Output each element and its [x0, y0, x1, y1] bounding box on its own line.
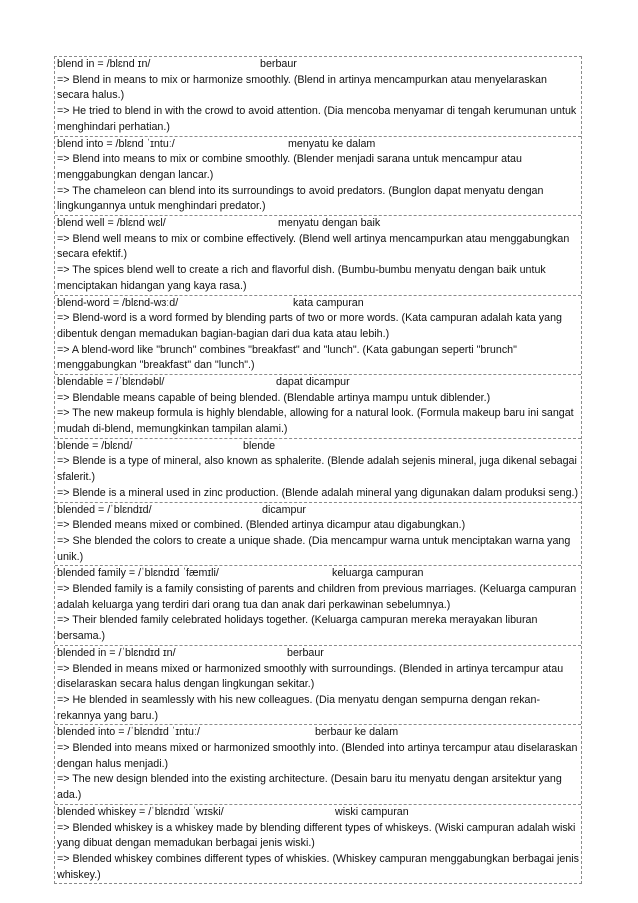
entry-heading — [57, 296, 580, 312]
entry-term: blendable = /ˈblɛndəbl/ — [57, 376, 165, 388]
entry-translation: blende — [243, 439, 276, 452]
entry-definition: => Blend into means to mix or combine smoothly. (Blender menjadi sarana untuk mencampur atau menggabungkan dengan lancar.) — [57, 153, 522, 181]
entry-definition: => Blended means mixed or combined. (Blended artinya dicampur atau digabungkan.) — [57, 519, 466, 532]
entry-heading — [57, 503, 580, 519]
entry-heading — [57, 216, 580, 232]
entry-blend-well — [55, 215, 581, 295]
entry-example: => The chameleon can blend into its surroundings to avoid predators. (Bunglon dapat menyatu dengan lingkungannya untuk menghindari predator.) — [57, 184, 544, 213]
entry-blended-family — [55, 565, 581, 645]
entry-blended-in — [55, 645, 581, 725]
entry-definition: => Blendable means capable of being blended. (Blendable artinya mampu untuk diblender.) — [57, 391, 491, 404]
entry-blend-in — [55, 57, 581, 136]
entry-heading — [57, 375, 580, 391]
entry-example: => A blend-word like "brunch" combines "breakfast" and "lunch". (Kata gabungan seperti "brunch" menggabungkan "breakfast" dan "lunch".) — [57, 343, 517, 372]
entry-example: => He tried to blend in with the crowd to avoid attention. (Dia mencoba menyamar di tengah kerumunan untuk menghindari perhatian.) — [57, 105, 577, 133]
entry-definition: => Blend in means to mix or harmonize smoothly. (Blend in artinya mencampurkan atau menyelaraskan secara halus.) — [57, 73, 547, 102]
entry-translation: wiski campuran — [335, 805, 409, 818]
entry-definition: => Blended family is a family consisting of parents and children from previous marriages. (Keluarga campuran adalah keluarga yang terdiri dari orang tua dan anak dari perkawinan sebelumnya.) — [57, 583, 577, 611]
entry-blended-whiskey — [55, 804, 581, 884]
entry-blende — [55, 438, 581, 502]
entry-blend-into — [55, 136, 581, 216]
entry-example: => Blende is a mineral used in zinc production. (Blende adalah mineral yang digunakan dalam produksi seng.) — [57, 486, 579, 499]
entry-translation: dicampur — [262, 503, 306, 516]
entry-example: => Their blended family celebrated holidays together. (Keluarga campuran mereka merayakan liburan bersama.) — [57, 614, 538, 643]
entry-translation: menyatu ke dalam — [288, 137, 376, 150]
entry-definition: => Blended in means mixed or harmonized smoothly with surroundings. (Blended in artinya tercampur atau diselaraskan secara halus dengan lingkungan sekitar.) — [57, 662, 564, 691]
entry-definition: => Blende is a type of mineral, also known as sphalerite. (Blende adalah sejenis mineral, juga dikenal sebagai sfalerit.) — [57, 455, 577, 484]
entry-heading — [57, 137, 580, 153]
entry-term: blend into = /blɛnd ˈɪntuː/ — [57, 137, 175, 150]
entry-translation: keluarga campuran — [332, 567, 424, 580]
entry-blended-into — [55, 724, 581, 804]
entry-heading — [57, 805, 580, 821]
entry-heading — [57, 57, 580, 73]
entry-translation: kata campuran — [293, 296, 364, 309]
entry-blended — [55, 502, 581, 566]
entry-translation: dapat dicampur — [276, 376, 350, 388]
dictionary-sheet — [54, 56, 582, 884]
entry-term: blended into = /ˈblɛndɪd ˈɪntuː/ — [57, 726, 200, 739]
entry-heading — [57, 725, 580, 741]
entry-translation: berbaur — [260, 58, 297, 70]
entry-term: blend well = /blɛnd wɛl/ — [57, 217, 166, 229]
entry-heading — [57, 566, 580, 582]
entry-translation: berbaur — [287, 646, 324, 659]
entry-example: => She blended the colors to create a unique shade. (Dia mencampur warna untuk menciptakan warna yang unik.) — [57, 534, 571, 563]
entry-example: => He blended in seamlessly with his new colleagues. (Dia menyatu dengan sempurna dengan rekan-rekannya yang baru.) — [57, 693, 541, 722]
entry-definition: => Blend-word is a word formed by blending parts of two or more words. (Kata campuran adalah kata yang dibentuk dengan memadukan bagian-bagian dari dua kata atau lebih.) — [57, 312, 562, 340]
entry-example: => Blended whiskey combines different types of whiskies. (Whiskey campuran menggabungkan berbagai jenis whiskey.) — [57, 852, 579, 881]
entry-term: blende = /blɛnd/ — [57, 439, 133, 452]
entry-example: => The new makeup formula is highly blendable, allowing for a natural look. (Formula makeup baru ini sangat mudah di-blend, memungkinkan tampilan alami.) — [57, 407, 574, 436]
entry-definition: => Blended whiskey is a whiskey made by blending different types of whiskeys. (Wiski campuran adalah wiski yang dibuat dengan memadukan berbagai jenis wiski.) — [57, 821, 576, 850]
entry-translation: berbaur ke dalam — [315, 726, 399, 739]
entry-definition: => Blended into means mixed or harmonized smoothly into. (Blended into artinya tercampur atau diselaraskan dengan halus menjadi.) — [57, 742, 578, 770]
entry-term: blended family = /ˈblɛndɪd ˈfæmɪli/ — [57, 567, 219, 580]
entry-example: => The spices blend well to create a rich and flavorful dish. (Bumbu-bumbu menyatu dengan baik untuk menciptakan hidangan yang kaya rasa.) — [57, 264, 546, 292]
entry-blendable — [55, 374, 581, 438]
entry-heading — [57, 439, 580, 455]
entry-example: => The new design blended into the existing architecture. (Desain baru itu menyatu dengan arsitektur yang ada.) — [57, 773, 562, 802]
entry-term: blend-word = /blɛnd-wɜːd/ — [57, 296, 179, 309]
entry-blend-word — [55, 295, 581, 375]
entry-translation: menyatu dengan baik — [278, 217, 381, 229]
entry-term: blended in = /ˈblɛndɪd ɪn/ — [57, 646, 176, 659]
entry-definition: => Blend well means to mix or combine effectively. (Blend well artinya mencampurkan atau menggabungkan secara efektif.) — [57, 232, 570, 261]
entry-term: blended = /ˈblɛndɪd/ — [57, 503, 152, 516]
entry-term: blend in = /blɛnd ɪn/ — [57, 58, 151, 70]
entry-term: blended whiskey = /ˈblɛndɪd ˈwɪski/ — [57, 805, 224, 818]
entry-heading — [57, 646, 580, 662]
